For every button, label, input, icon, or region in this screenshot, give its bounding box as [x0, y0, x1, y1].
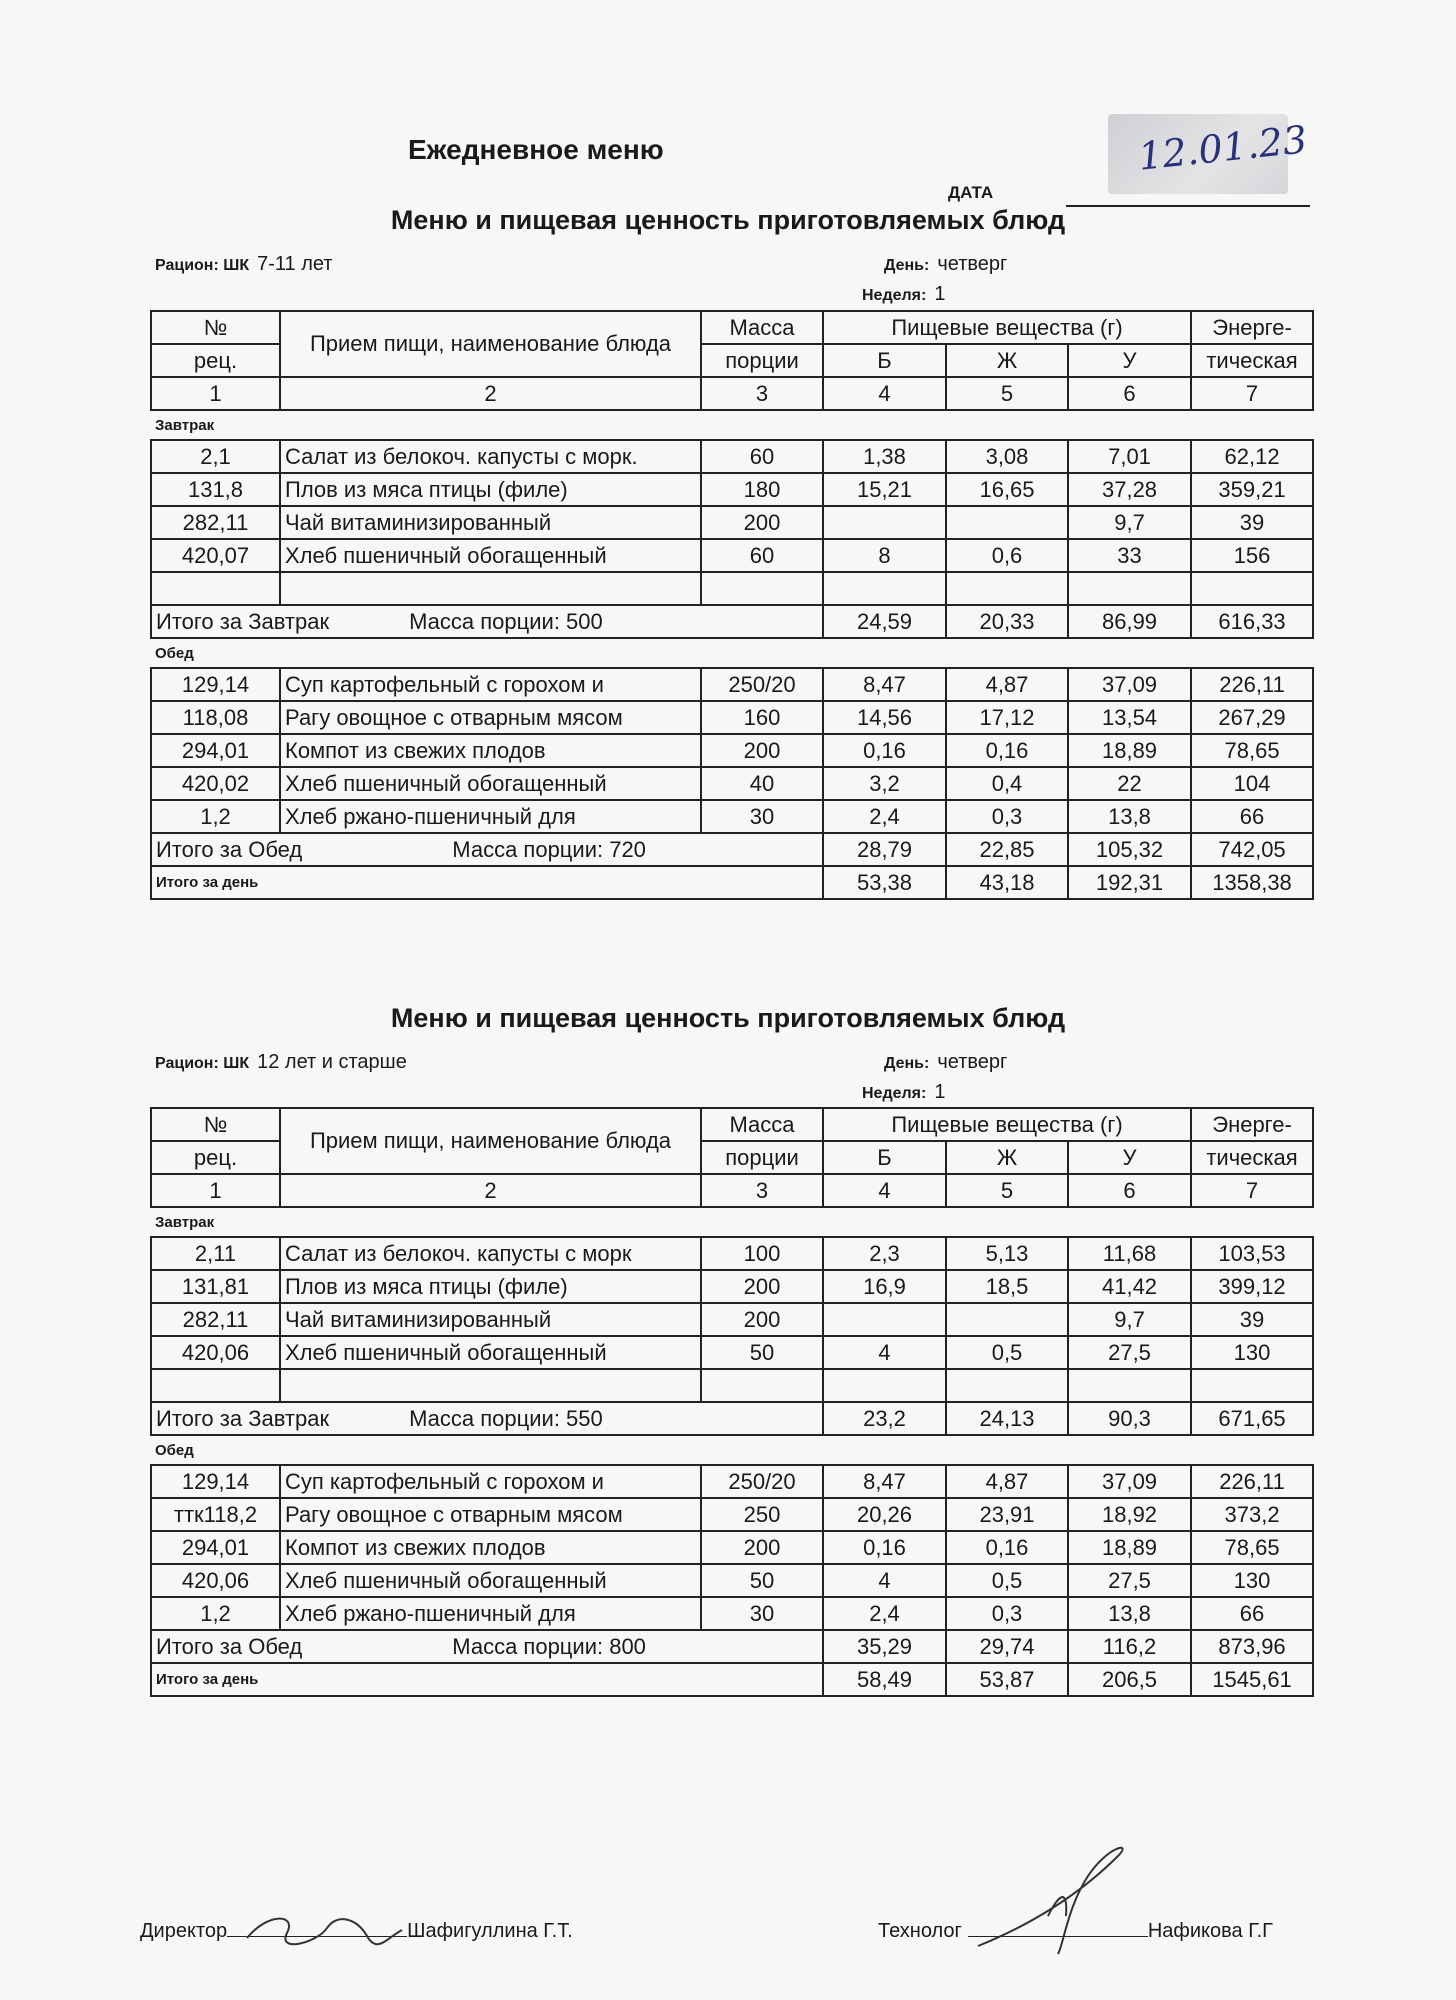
- portion-mass: 30: [701, 800, 823, 833]
- section-label: Завтрак: [151, 410, 1313, 440]
- energy: 66: [1191, 800, 1313, 833]
- total-value: 20,33: [946, 605, 1068, 638]
- total-label: Итого за Завтрак: [156, 1405, 330, 1431]
- carbs: 18,92: [1068, 1498, 1191, 1531]
- col-number: 4: [823, 377, 946, 410]
- day-info: [884, 1051, 1007, 1074]
- protein: [823, 1303, 946, 1336]
- col-header-protein: Б: [823, 344, 946, 377]
- total-value: 24,13: [946, 1402, 1068, 1435]
- carbs: 7,01: [1068, 440, 1191, 473]
- table-row: [151, 473, 1313, 506]
- col-number: 6: [1068, 1174, 1191, 1207]
- protein: 3,2: [823, 767, 946, 800]
- total-value: 35,29: [823, 1630, 946, 1663]
- recipe-no: 420,06: [151, 1564, 280, 1597]
- director-name: Шафигуллина Г.Т.: [407, 1920, 573, 1942]
- total-label: Итого за Обед: [156, 1633, 303, 1659]
- total-value: 616,33: [1191, 605, 1313, 638]
- total-value: 29,74: [946, 1630, 1068, 1663]
- week-label: Неделя:: [862, 287, 927, 304]
- col-header-no-sub: рец.: [151, 344, 280, 377]
- protein: 2,4: [823, 1597, 946, 1630]
- menu-table: [150, 310, 1314, 900]
- energy: 373,2: [1191, 1498, 1313, 1531]
- fat: 0,5: [946, 1336, 1068, 1369]
- dish-name: Рагу овощное с отварным мясом: [280, 1498, 701, 1531]
- portion-mass: 200: [701, 1531, 823, 1564]
- col-number: 7: [1191, 377, 1313, 410]
- dish-name: Плов из мяса птицы (филе): [280, 1270, 701, 1303]
- week-value: 1: [934, 283, 946, 305]
- day-total-value: 192,31: [1068, 866, 1191, 899]
- fat: 16,65: [946, 473, 1068, 506]
- table-row: [151, 1498, 1313, 1531]
- recipe-no: 1,2: [151, 1597, 280, 1630]
- total-mass: Масса порции: 720: [452, 836, 646, 862]
- table-row: [151, 1465, 1313, 1498]
- energy: 226,11: [1191, 668, 1313, 701]
- fat: 0,16: [946, 734, 1068, 767]
- fat: 23,91: [946, 1498, 1068, 1531]
- carbs: 13,8: [1068, 800, 1191, 833]
- fat: [946, 572, 1068, 605]
- day-label: День:: [884, 257, 930, 274]
- recipe-no: 420,02: [151, 767, 280, 800]
- col-header-name: Прием пищи, наименование блюда: [280, 1108, 701, 1174]
- fat: 0,4: [946, 767, 1068, 800]
- carbs: 9,7: [1068, 506, 1191, 539]
- director-signature-line: [227, 1936, 407, 1937]
- dish-name: Салат из белокоч. капусты с морк: [280, 1237, 701, 1270]
- day-total-value: 1358,38: [1191, 866, 1313, 899]
- energy: 130: [1191, 1336, 1313, 1369]
- energy: 103,53: [1191, 1237, 1313, 1270]
- fat: 5,13: [946, 1237, 1068, 1270]
- director-label: Директор: [140, 1920, 228, 1942]
- section-total-label: [151, 1630, 823, 1663]
- energy: [1191, 1369, 1313, 1402]
- total-mass: Масса порции: 500: [409, 608, 603, 634]
- recipe-no: 129,14: [151, 668, 280, 701]
- col-header-carbs: У: [1068, 1141, 1191, 1174]
- portion-mass: 180: [701, 473, 823, 506]
- dish-name: Компот из свежих плодов: [280, 1531, 701, 1564]
- energy: 78,65: [1191, 1531, 1313, 1564]
- total-value: 116,2: [1068, 1630, 1191, 1663]
- day-value: четверг: [937, 253, 1008, 275]
- table-row: [151, 1597, 1313, 1630]
- recipe-no: 420,07: [151, 539, 280, 572]
- fat: 0,6: [946, 539, 1068, 572]
- day-total-label: Итого за день: [151, 1663, 823, 1696]
- col-number: 3: [701, 377, 823, 410]
- col-header-nutrients: Пищевые вещества (г): [823, 1108, 1191, 1141]
- total-value: 671,65: [1191, 1402, 1313, 1435]
- week-info: [862, 1081, 945, 1104]
- col-number: 5: [946, 377, 1068, 410]
- fat: 0,5: [946, 1564, 1068, 1597]
- carbs: 13,8: [1068, 1597, 1191, 1630]
- fat: 4,87: [946, 668, 1068, 701]
- recipe-no: ттк118,2: [151, 1498, 280, 1531]
- portion-mass: 200: [701, 734, 823, 767]
- day-total-value: 1545,61: [1191, 1663, 1313, 1696]
- director-signature-scribble: [227, 1908, 407, 1948]
- col-number: 4: [823, 1174, 946, 1207]
- total-value: 105,32: [1068, 833, 1191, 866]
- col-header-energy-sub: тическая: [1191, 1141, 1313, 1174]
- fat: [946, 1303, 1068, 1336]
- col-number: 1: [151, 377, 280, 410]
- fat: 18,5: [946, 1270, 1068, 1303]
- table-row: [151, 767, 1313, 800]
- col-header-protein: Б: [823, 1141, 946, 1174]
- recipe-no: 1,2: [151, 800, 280, 833]
- energy: 66: [1191, 1597, 1313, 1630]
- protein: [823, 572, 946, 605]
- total-value: 22,85: [946, 833, 1068, 866]
- energy: 104: [1191, 767, 1313, 800]
- protein: [823, 506, 946, 539]
- carbs: [1068, 572, 1191, 605]
- day-total-row: [151, 866, 1313, 899]
- section-label: Обед: [151, 1435, 1313, 1465]
- protein: 20,26: [823, 1498, 946, 1531]
- recipe-no: 131,81: [151, 1270, 280, 1303]
- dish-name: [280, 1369, 701, 1402]
- table-row: [151, 572, 1313, 605]
- table-row: [151, 668, 1313, 701]
- col-header-no: №: [151, 1108, 280, 1141]
- section-total-row: [151, 605, 1313, 638]
- protein: 0,16: [823, 1531, 946, 1564]
- table-row: [151, 506, 1313, 539]
- carbs: 37,09: [1068, 668, 1191, 701]
- portion-mass: 160: [701, 701, 823, 734]
- table-row: [151, 440, 1313, 473]
- carbs: 18,89: [1068, 734, 1191, 767]
- col-number: 2: [280, 1174, 701, 1207]
- protein: 2,4: [823, 800, 946, 833]
- carbs: 9,7: [1068, 1303, 1191, 1336]
- technologist-name: Нафикова Г.Г: [1147, 1920, 1273, 1942]
- section-label: Завтрак: [151, 1207, 1313, 1237]
- total-value: 28,79: [823, 833, 946, 866]
- fat: 17,12: [946, 701, 1068, 734]
- date-label: ДАТА: [948, 183, 994, 202]
- day-total-value: 53,87: [946, 1663, 1068, 1696]
- portion-mass: 60: [701, 440, 823, 473]
- fat: 3,08: [946, 440, 1068, 473]
- protein: 0,16: [823, 734, 946, 767]
- menu-title: Меню и пищевая ценность приготовляемых блюд: [390, 205, 1066, 235]
- carbs: 33: [1068, 539, 1191, 572]
- week-label: Неделя:: [862, 1085, 927, 1102]
- portion-mass: 50: [701, 1336, 823, 1369]
- recipe-no: 131,8: [151, 473, 280, 506]
- col-header-mass: Масса: [701, 1108, 823, 1141]
- recipe-no: 118,08: [151, 701, 280, 734]
- document-title: Ежедневное меню: [408, 134, 664, 165]
- day-total-value: 58,49: [823, 1663, 946, 1696]
- energy: 39: [1191, 1303, 1313, 1336]
- portion-mass: 200: [701, 506, 823, 539]
- energy: 226,11: [1191, 1465, 1313, 1498]
- section-total-row: [151, 1402, 1313, 1435]
- table-row: [151, 1336, 1313, 1369]
- day-label: День:: [884, 1055, 930, 1072]
- dish-name: Компот из свежих плодов: [280, 734, 701, 767]
- fat: 4,87: [946, 1465, 1068, 1498]
- total-mass: Масса порции: 800: [452, 1633, 646, 1659]
- ration-info: [155, 253, 332, 276]
- dish-name: Хлеб пшеничный обогащенный: [280, 539, 701, 572]
- dish-name: Чай витаминизированный: [280, 1303, 701, 1336]
- col-header-mass-sub: порции: [701, 344, 823, 377]
- table-row: [151, 1270, 1313, 1303]
- carbs: [1068, 1369, 1191, 1402]
- protein: 14,56: [823, 701, 946, 734]
- handwritten-date: 12.01.23: [1136, 117, 1310, 179]
- energy: 78,65: [1191, 734, 1313, 767]
- day-total-value: 206,5: [1068, 1663, 1191, 1696]
- recipe-no: 294,01: [151, 734, 280, 767]
- fat: [946, 1369, 1068, 1402]
- section-total-row: [151, 833, 1313, 866]
- energy: 359,21: [1191, 473, 1313, 506]
- section-label: Обед: [151, 638, 1313, 668]
- col-number: 1: [151, 1174, 280, 1207]
- portion-mass: 250/20: [701, 1465, 823, 1498]
- table-row: [151, 1564, 1313, 1597]
- total-value: 742,05: [1191, 833, 1313, 866]
- table-row: [151, 1303, 1313, 1336]
- dish-name: Хлеб пшеничный обогащенный: [280, 1564, 701, 1597]
- day-total-value: 53,38: [823, 866, 946, 899]
- portion-mass: 200: [701, 1303, 823, 1336]
- portion-mass: 50: [701, 1564, 823, 1597]
- technologist-signature-line: [968, 1936, 1148, 1937]
- col-header-energy-sub: тическая: [1191, 344, 1313, 377]
- col-header-nutrients: Пищевые вещества (г): [823, 311, 1191, 344]
- carbs: 18,89: [1068, 1531, 1191, 1564]
- col-header-mass: Масса: [701, 311, 823, 344]
- portion-mass: 200: [701, 1270, 823, 1303]
- section-total-label: [151, 605, 823, 638]
- dish-name: Хлеб ржано-пшеничный для: [280, 1597, 701, 1630]
- recipe-no: 420,06: [151, 1336, 280, 1369]
- total-value: 86,99: [1068, 605, 1191, 638]
- recipe-no: 2,1: [151, 440, 280, 473]
- total-mass: Масса порции: 550: [409, 1405, 603, 1431]
- dish-name: Плов из мяса птицы (филе): [280, 473, 701, 506]
- day-info: [884, 253, 1007, 276]
- col-header-no-sub: рец.: [151, 1141, 280, 1174]
- day-total-label: Итого за день: [151, 866, 823, 899]
- recipe-no: 294,01: [151, 1531, 280, 1564]
- portion-mass: 100: [701, 1237, 823, 1270]
- section-total-label: [151, 1402, 823, 1435]
- col-header-carbs: У: [1068, 344, 1191, 377]
- col-header-fat: Ж: [946, 344, 1068, 377]
- dish-name: Хлеб пшеничный обогащенный: [280, 767, 701, 800]
- carbs: 22: [1068, 767, 1191, 800]
- carbs: 41,42: [1068, 1270, 1191, 1303]
- dish-name: Чай витаминизированный: [280, 506, 701, 539]
- day-value: четверг: [937, 1051, 1008, 1073]
- fat: [946, 506, 1068, 539]
- total-value: 23,2: [823, 1402, 946, 1435]
- total-label: Итого за Завтрак: [156, 608, 330, 634]
- table-row: [151, 539, 1313, 572]
- protein: 8,47: [823, 668, 946, 701]
- menu-title: Меню и пищевая ценность приготовляемых блюд: [390, 1003, 1066, 1033]
- table-row: [151, 734, 1313, 767]
- protein: 8: [823, 539, 946, 572]
- protein: 2,3: [823, 1237, 946, 1270]
- portion-mass: 30: [701, 1597, 823, 1630]
- menu-table: [150, 1107, 1314, 1697]
- table-row: [151, 701, 1313, 734]
- week-value: 1: [934, 1081, 946, 1103]
- carbs: 27,5: [1068, 1336, 1191, 1369]
- recipe-no: 282,11: [151, 1303, 280, 1336]
- dish-name: Хлеб ржано-пшеничный для: [280, 800, 701, 833]
- col-number: 5: [946, 1174, 1068, 1207]
- col-number: 3: [701, 1174, 823, 1207]
- section-total-label: [151, 833, 823, 866]
- col-number: 2: [280, 377, 701, 410]
- table-row: [151, 1369, 1313, 1402]
- fat: 0,3: [946, 800, 1068, 833]
- ration-value: 7-11 лет: [257, 253, 333, 275]
- recipe-no: 2,11: [151, 1237, 280, 1270]
- energy: 399,12: [1191, 1270, 1313, 1303]
- ration-label: Рацион: ШК: [155, 1055, 250, 1072]
- energy: 130: [1191, 1564, 1313, 1597]
- recipe-no: [151, 572, 280, 605]
- day-total-value: 43,18: [946, 866, 1068, 899]
- energy: 39: [1191, 506, 1313, 539]
- recipe-no: 129,14: [151, 1465, 280, 1498]
- col-header-name: Прием пищи, наименование блюда: [280, 311, 701, 377]
- portion-mass: [701, 1369, 823, 1402]
- energy: 267,29: [1191, 701, 1313, 734]
- technologist-label: Технолог: [878, 1920, 962, 1942]
- dish-name: Салат из белокоч. капусты с морк.: [280, 440, 701, 473]
- protein: [823, 1369, 946, 1402]
- protein: 4: [823, 1336, 946, 1369]
- energy: 62,12: [1191, 440, 1313, 473]
- col-header-mass-sub: порции: [701, 1141, 823, 1174]
- table-row: [151, 800, 1313, 833]
- week-info: [862, 283, 945, 306]
- day-total-row: [151, 1663, 1313, 1696]
- col-number: 6: [1068, 377, 1191, 410]
- portion-mass: 250: [701, 1498, 823, 1531]
- total-label: Итого за Обед: [156, 836, 303, 862]
- col-header-no: №: [151, 311, 280, 344]
- table-row: [151, 1237, 1313, 1270]
- technologist-signature: [878, 1920, 1273, 1943]
- protein: 8,47: [823, 1465, 946, 1498]
- table-row: [151, 1531, 1313, 1564]
- dish-name: Хлеб пшеничный обогащенный: [280, 1336, 701, 1369]
- portion-mass: 250/20: [701, 668, 823, 701]
- energy: 156: [1191, 539, 1313, 572]
- protein: 1,38: [823, 440, 946, 473]
- energy: [1191, 572, 1313, 605]
- protein: 16,9: [823, 1270, 946, 1303]
- total-value: 24,59: [823, 605, 946, 638]
- ration-label: Рацион: ШК: [155, 257, 250, 274]
- fat: 0,3: [946, 1597, 1068, 1630]
- director-signature: [140, 1920, 573, 1943]
- dish-name: [280, 572, 701, 605]
- section-total-row: [151, 1630, 1313, 1663]
- carbs: 37,28: [1068, 473, 1191, 506]
- recipe-no: 282,11: [151, 506, 280, 539]
- col-header-energy: Энерге-: [1191, 311, 1313, 344]
- dish-name: Суп картофельный с горохом и: [280, 1465, 701, 1498]
- fat: 0,16: [946, 1531, 1068, 1564]
- carbs: 27,5: [1068, 1564, 1191, 1597]
- total-value: 873,96: [1191, 1630, 1313, 1663]
- col-header-fat: Ж: [946, 1141, 1068, 1174]
- protein: 4: [823, 1564, 946, 1597]
- recipe-no: [151, 1369, 280, 1402]
- dish-name: Рагу овощное с отварным мясом: [280, 701, 701, 734]
- dish-name: Суп картофельный с горохом и: [280, 668, 701, 701]
- technologist-signature-scribble: [968, 1836, 1168, 1956]
- carbs: 11,68: [1068, 1237, 1191, 1270]
- col-number: 7: [1191, 1174, 1313, 1207]
- total-value: 90,3: [1068, 1402, 1191, 1435]
- protein: 15,21: [823, 473, 946, 506]
- portion-mass: [701, 572, 823, 605]
- carbs: 37,09: [1068, 1465, 1191, 1498]
- ration-info: [155, 1051, 407, 1074]
- col-header-energy: Энерге-: [1191, 1108, 1313, 1141]
- carbs: 13,54: [1068, 701, 1191, 734]
- portion-mass: 40: [701, 767, 823, 800]
- ration-value: 12 лет и старше: [257, 1051, 407, 1073]
- portion-mass: 60: [701, 539, 823, 572]
